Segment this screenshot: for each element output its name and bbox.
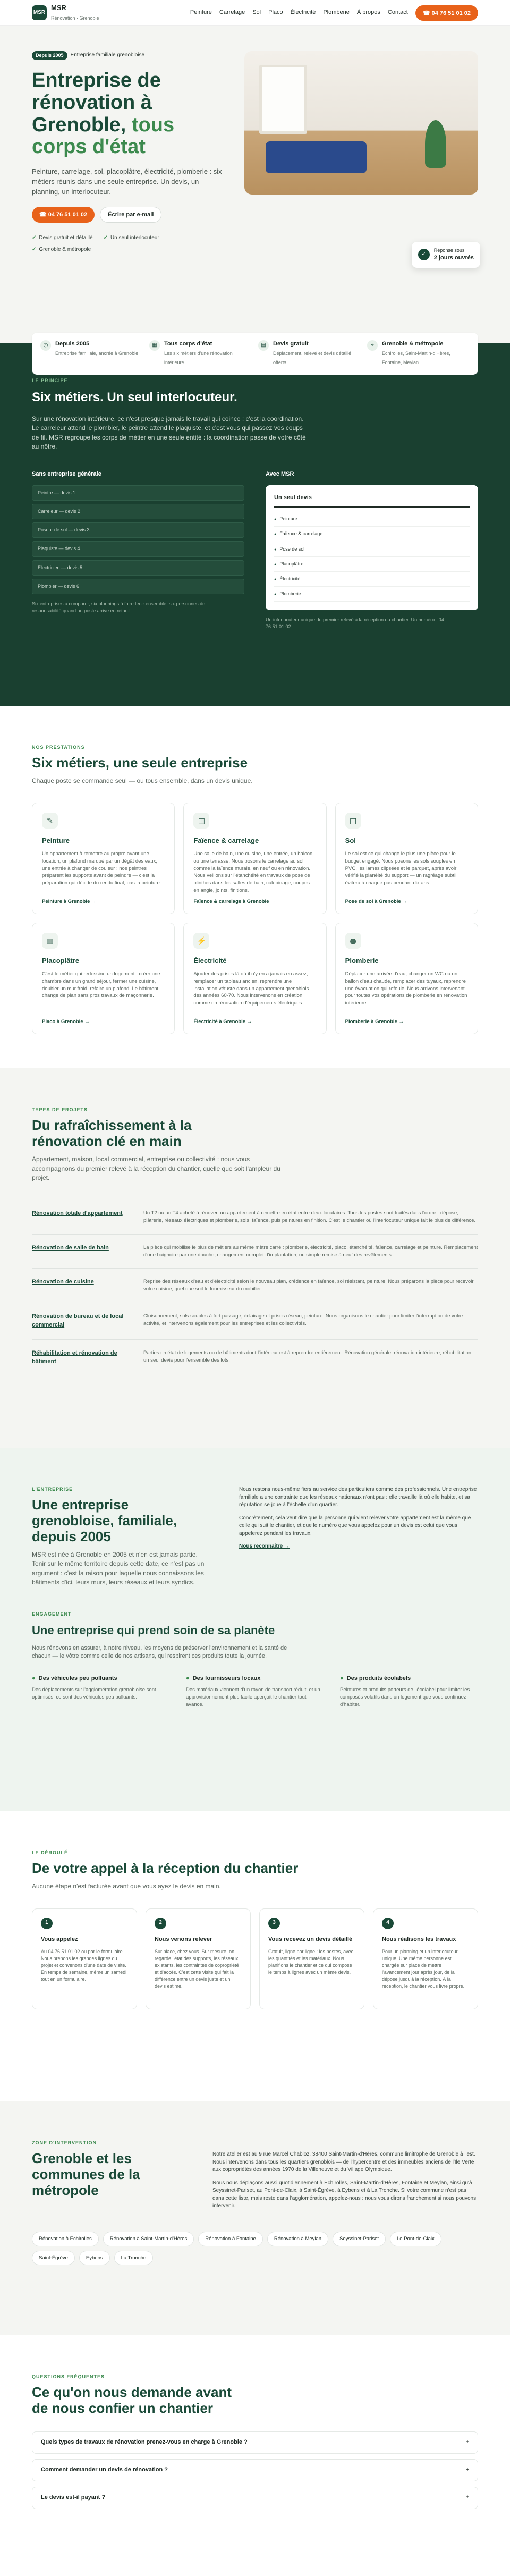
services-section: NOS PRESTATIONS Six métiers, une seule entreprise Chaque poste se commande seul — ou tous ensemble, dans un devis unique. ✎ Peinture Un appartement à remettre au propre avant une location, un plafond marqué par un dégât des eaux, une entrée à changer de couleur : nos peintres préparent les supports avant de peindre — c'est la préparation qui décide du rendu final, pas la peinture. Peinture à Grenoble → ▦ Faïence & carrelage Une salle de bain, une cuisine, une entrée, un balcon ou une terrasse. Nous posons le carrelage au sol comme la faïence murale, en neuf ou en rénovation. Nous veillons sur l'étanchéité en travaux de pose de plinthes dans les salles de bain, calepinage, coupes en angle, joints, finitions. Faïence & carrelage à Grenoble → ▤ Sol Le sol est ce qui change le plus une pièce pour le budget engagé. Nous posons les sols souples en PVC, les lames clipsées et le parquet, après avoir vérifié la planéité du support — un ragréage subtil évitera à chaque pas pendant dix ans. Pose de sol à Grenoble → ▥ Placoplâtre C'est le métier qui redessine un logement : créer une chambre dans un grand séjour, fermer une cuisine, doubler un mur froid, refaire un plafond. Le bâtiment change de plan sans gros travaux de maçonnerie. Placo à Grenoble → ⚡ Électricité Ajouter des prises là où il n'y en a jamais eu assez, remplacer un tableau ancien, reprendre une installation vétuste dans un appartement grenoblois des années 60-70. Nous intervenons en création comme en rénovation d'équipements électriques. Électricité à Grenoble → ◍ Plomberie Déplacer une arrivée d'eau, changer un WC ou un ballon d'eau chaude, remplacer des tuyaux, reprendre une évacuation qui refoule. Nous arrivons intervenant pour toutes vos opérations de plomberie en rénovation intérieure. Plomberie à Grenoble →	[0, 706, 510, 1068]
section-title: De votre appel à la réception du chantier	[32, 1860, 299, 1877]
hero-photo	[244, 51, 478, 195]
city-chip[interactable]: Seyssinet-Pariset	[333, 2232, 386, 2246]
header-phone-button[interactable]: ☎ 04 76 51 01 02	[415, 5, 478, 21]
hero-badge-text: Entreprise familiale grenobloise	[70, 52, 145, 58]
document-icon: ▤	[258, 340, 269, 351]
project-row: Rénovation de salle de bain La pièce qui mobilise le plus de métiers au même mètre carré : plomberie, électricité, placo, étanchéité, faïence, carrelage et peinture. Remplacement d'une baignoire par une douche, changement complet d'implantation, ou simple remise à neuf des revêtements.	[32, 1234, 478, 1269]
brush-icon: ✎	[42, 813, 58, 829]
nav-placo[interactable]: Placo	[268, 9, 283, 16]
step-card: 3 Vous recevez un devis détaillé Gratuit, ligne par ligne : les postes, avec les quantités et les matériaux. Nous planifions le chantier et ce qui compose le temps à lignes avec un même devis.	[259, 1908, 364, 2009]
step-card: 1 Vous appelez Au 04 76 51 01 02 ou par le formulaire. Nous prenons les grandes lignes du projet et convenons d'une date de visite. En temps de semaine, même un samedi tout en un formulaire.	[32, 1908, 137, 2009]
quote-bar: Électricien — devis 5	[32, 560, 244, 576]
plus-icon: +	[465, 2439, 469, 2446]
stat-item: ◷ Depuis 2005 Entreprise familiale, ancrée à Grenoble	[40, 340, 143, 367]
quote-bar: Plaquiste — devis 4	[32, 541, 244, 556]
hero-phone-button[interactable]: ☎ 04 76 51 01 02	[32, 207, 95, 223]
project-row: Rénovation de cuisine Reprise des réseaux d'eau et d'électricité selon le nouveau plan, crédence en faïence, sol résistant, peinture. Nous préparons la pièce pour recevoir votre cuisine, quel que soit le fournisseur du mobilier.	[32, 1268, 478, 1303]
service-card-electricite: ⚡ Électricité Ajouter des prises là où il n'y en a jamais eu assez, remplacer un tableau ancien, reprendre une installation vétuste dans un appartement grenoblois des années 60-70. Nous intervenons en création comme en rénovation d'équipements électriques. Électricité à Grenoble →	[183, 923, 326, 1034]
city-chip[interactable]: Rénovation à Fontaine	[198, 2232, 263, 2246]
city-chip[interactable]: Rénovation à Saint-Martin-d'Hères	[103, 2232, 194, 2246]
eco-item: ● Des produits écolabels Peintures et produits porteurs de l'écolabel pour limiter les composés volatils dans un logement que vous continuez d'habiter.	[340, 1675, 478, 1708]
quote-bar: Plombier — devis 6	[32, 579, 244, 594]
step-card: 4 Nous réalisons les travaux Pour un planning et un interlocuteur unique. Une même personne est chargée sur place de mettre l'avancement jour après jour, de la dépose jusqu'à la réception. À la réception, le chantier vous livre propre.	[373, 1908, 478, 2009]
site-header	[0, 0, 510, 26]
faq-section: QUESTIONS FRÉQUENTES Ce qu'on nous demande avant de nous confier un chantier Quels types de travaux de rénovation prenez-vous en charge à Grenoble ? + Comment demander un devis de rénovation ? + Le devis est-il payant ? +	[0, 2335, 510, 2576]
quote-bar: Peintre — devis 1	[32, 485, 244, 501]
city-chip[interactable]: Rénovation à Échirolles	[32, 2232, 99, 2246]
nav-carrelage[interactable]: Carrelage	[219, 9, 245, 16]
section-title: Une entreprise grenobloise, familiale, depuis 2005	[32, 1497, 177, 1545]
stat-item: ⌖ Grenoble & métropole Échirolles, Saint-Martin-d'Hères, Fontaine, Meylan	[367, 340, 470, 367]
hero-title: Entreprise de rénovation à Grenoble, tous corps d'état	[32, 69, 175, 158]
service-link[interactable]: Peinture à Grenoble →	[42, 898, 97, 905]
nav-peinture[interactable]: Peinture	[190, 9, 212, 16]
section-title: Ce qu'on nous demande avant de nous confier un chantier	[32, 2384, 232, 2417]
single-quote-card: Un seul devis ● Peinture ● Faïence & carrelage ● Pose de sol ● Placoplâtre ● Électricité ● Plomberie	[266, 485, 478, 610]
section-intro: Sur une rénovation intérieure, ce n'est presque jamais le travail qui coince : c'est la coordination. Le carreleur attend le plombier, le peintre attend le plaquiste, et c'est vous qui passez vos coups de fil. MSR regroupe les corps de métier en une seule entité : la coordination passe de votre côté au nôtre.	[32, 415, 306, 451]
section-title: Six métiers, une seule entreprise	[32, 755, 248, 771]
floor-icon: ▤	[345, 813, 361, 829]
city-chip[interactable]: Saint-Égrève	[32, 2251, 75, 2266]
service-link[interactable]: Pose de sol à Grenoble →	[345, 898, 407, 905]
eco-title: Une entreprise qui prend soin de sa planète	[32, 1623, 275, 1637]
service-link[interactable]: Faïence & carrelage à Grenoble →	[193, 898, 276, 905]
faq-item[interactable]: Comment demander un devis de rénovation ? +	[32, 2459, 478, 2481]
city-chips	[32, 2232, 478, 2266]
clock-icon: ✓	[418, 249, 430, 260]
service-link[interactable]: Électricité à Grenoble →	[193, 1018, 252, 1025]
step-card: 2 Nous venons relever Sur place, chez vous. Sur mesure, on regarde l'état des supports, les réseaux existants, les contraintes de copropriété et d'accès. C'est cette visite qui fait la différence entre un devis juste et un devis estimé.	[146, 1908, 251, 2009]
service-card-sol: ▤ Sol Le sol est ce qui change le plus une pièce pour le budget engagé. Nous posons les sols souples en PVC, les lames clipsées et le parquet, après avoir vérifié la planéité du support — un ragréage subtil évitera à chaque pas pendant dix ans. Pose de sol à Grenoble →	[335, 803, 478, 914]
drop-icon: ◍	[345, 933, 361, 949]
quote-bar: Carreleur — devis 2	[32, 504, 244, 519]
window-shape	[259, 65, 307, 134]
eco-item: ● Des fournisseurs locaux Des matériaux viennent d'un rayon de transport réduit, et un approvisionnement plus facile aperçoit le chantier tout avance.	[186, 1675, 324, 1708]
without-column: Sans entreprise générale Peintre — devis 1 Carreleur — devis 2 Poseur de sol — devis 3 Plaquiste — devis 4 Électricien — devis 5 Plombier — devis 6 Six entreprises à comparer, six plannings à faire tenir ensemble, six personnes de responsabilité quand un poste arrive en retard.	[32, 470, 244, 630]
section-title: Du rafraîchissement à la rénovation clé en main	[32, 1117, 192, 1150]
city-chip[interactable]: Le Pont-de-Claix	[390, 2232, 441, 2246]
hero-lead: Peinture, carrelage, sol, placoplâtre, électricité, plomberie : six métiers réunis dans une seule entreprise. Un devis, un planning, un interlocuteur.	[32, 167, 222, 196]
hero-checks	[32, 234, 191, 254]
zone-section: ZONE D'INTERVENTION Grenoble et les communes de la métropole Notre atelier est au 9 rue Marcel Chabloz, 38400 Saint-Martin-d'Hères, commune limitrophe de Grenoble à l'est. Nous intervenons dans tous les quartiers grenoblois — de l'hypercentre et des immeubles anciens de l'Île Verte aux copropriétés des années 1970 de la Villeneuve et du Village Olympique. Nous nous déplaçons aussi quotidiennement à Échirolles, Saint-Martin-d'Hères, Fontaine et Meylan, ainsi qu'à Seyssinet-Pariset, au Pont-de-Claix, à Saint-Égrève, à Eybens et à La Tronche. Si votre commune n'est pas dans cette liste, mais reste dans l'agglomération, appelez-nous : nous vous dirons franchement si nous pouvons intervenir. Rénovation à Échirolles Rénovation à Saint-Martin-d'Hères Rénovation à Fontaine Rénovation à Meylan Seyssinet-Pariset Le Pont-de-Claix Saint-Égrève Eybens La Tronche	[0, 2101, 510, 2335]
phone-icon: ☎	[422, 10, 432, 16]
plus-icon: +	[465, 2494, 469, 2501]
wall-icon: ▥	[42, 933, 58, 949]
company-link[interactable]: Nous reconnaître →	[239, 1543, 290, 1550]
service-link[interactable]: Placo à Grenoble →	[42, 1018, 90, 1025]
service-card-carrelage: ▦ Faïence & carrelage Une salle de bain, une cuisine, une entrée, un balcon ou une terrasse. Nous posons le carrelage au sol comme la faïence murale, en neuf ou en rénovation. Nous veillons sur l'étanchéité en travaux de pose de plinthes dans les salles de bain, calepinage, coupes en angle, joints, finitions. Faïence & carrelage à Grenoble →	[183, 803, 326, 914]
section-title: Six métiers. Un seul interlocuteur.	[32, 390, 237, 405]
project-row: Réhabilitation et rénovation de bâtiment Parties en état de logements ou de bâtiments dont l'intérieur est à reprendre entièrement. Rénovation générale, rénovation intérieure, réhabilitation : un seul devis pour l'ensemble des lots.	[32, 1339, 478, 1376]
section-title: Grenoble et les communes de la métropole	[32, 2150, 140, 2199]
stats-bar	[32, 333, 478, 375]
section-eyebrow: LE PRINCIPE	[32, 378, 68, 383]
calendar-icon: ◷	[40, 340, 51, 351]
steps-section: LE DÉROULÉ De votre appel à la réception du chantier Aucune étape n'est facturée avant que vous ayez le devis en main. 1 Vous appelez Au 04 76 51 01 02 ou par le formulaire. Nous prenons les grandes lignes du projet et convenons d'une date de visite. En temps de semaine, même un samedi tout en un formulaire. 2 Nous venons relever Sur place, chez vous. Sur mesure, on regarde l'état des supports, les réseaux existants, les contraintes de copropriété et d'accès. C'est cette visite qui fait la différence entre un devis juste et un devis estimé. 3 Vous recevez un devis détaillé Gratuit, ligne par ligne : les postes, avec les quantités et les matériaux. Nous planifions le chantier et ce qui compose le temps à lignes avec un même devis. 4 Nous réalisons les travaux Pour un planning et un interlocuteur unique. Une même personne est chargée sur place de mettre l'avancement jour après jour, de la dépose jusqu'à la réception. À la réception, le chantier vous livre propre.	[0, 1811, 510, 2101]
main-nav	[190, 5, 478, 21]
faq-item[interactable]: Quels types de travaux de rénovation prenez-vous en charge à Grenoble ? +	[32, 2431, 478, 2454]
sofa-shape	[266, 141, 367, 173]
stat-item: ▤ Devis gratuit Déplacement, relevé et devis détaillé offerts	[258, 340, 361, 367]
service-card-peinture: ✎ Peinture Un appartement à remettre au propre avant une location, un plafond marqué par un dégât des eaux, une entrée à changer de couleur : nos peintres préparent les supports avant de peindre — c'est la préparation qui décide du rendu final, pas la peinture. Peinture à Grenoble →	[32, 803, 175, 914]
project-row: Rénovation de bureau et de local commercial Cloisonnement, sols souples à fort passage, éclairage et prises réseau, peinture. Nous organisons le chantier pour limiter l'interruption de votre activité, et intervenons également pour les entreprises et les collectivités.	[32, 1303, 478, 1339]
pin-icon: ⌖	[367, 340, 378, 351]
bulb-icon: ⚡	[193, 933, 209, 949]
stat-item: ▦ Tous corps d'état Les six métiers d'une rénovation intérieure	[149, 340, 252, 367]
nav-a-propos[interactable]: À propos	[356, 9, 380, 16]
faq-item[interactable]: Le devis est-il payant ? +	[32, 2487, 478, 2509]
city-chip[interactable]: Eybens	[79, 2251, 110, 2266]
nav-sol[interactable]: Sol	[252, 9, 261, 16]
projects-section: TYPES DE PROJETS Du rafraîchissement à la rénovation clé en main Appartement, maison, local commercial, entreprise ou collectivité : nous vous accompagnons du premier relevé à la réception du chantier, quelle que soit l'ampleur du projet. Rénovation totale d'appartement Un T2 ou un T4 acheté à rénover, un appartement à remettre en état entre deux locataires. Tous les postes sont traités dans l'ordre : dépose, plâtrerie, réseaux électriques et plomberie, sols, faïence, puis peintures en finition. C'est le chantier où l'interlocuteur unique fait le plus de différence. Rénovation de salle de bain La pièce qui mobilise le plus de métiers au même mètre carré : plomberie, électricité, placo, étanchéité, faïence, carrelage et peinture. Remplacement d'une baignoire par une douche, changement complet d'implantation, ou simple remise à neuf des revêtements. Rénovation de cuisine Reprise des réseaux d'eau et d'électricité selon le nouveau plan, crédence en faïence, sol résistant, peinture. Nous préparons la pièce pour recevoir votre cuisine, quel que soit le fournisseur du mobilier. Rénovation de bureau et de local commercial Cloisonnement, sols souples à fort passage, éclairage et prises réseau, peinture. Nous organisons le chantier pour limiter l'interruption de votre activité, et intervenons également pour les entreprises et les collectivités. Réhabilitation et rénovation de bâtiment Parties en état de logements ou de bâtiments dont l'intérieur est à reprendre entièrement. Rénovation générale, rénovation intérieure, réhabilitation : un seul devis pour l'ensemble des lots.	[0, 1068, 510, 1448]
nav-plomberie[interactable]: Plomberie	[323, 9, 350, 16]
nav-contact[interactable]: Contact	[387, 9, 408, 16]
layers-icon: ▦	[149, 340, 160, 351]
check-item: ✓ Grenoble & métropole	[32, 246, 91, 254]
project-row: Rénovation totale d'appartement Un T2 ou un T4 acheté à rénover, un appartement à remettre en état entre deux locataires. Tous les postes sont traités dans l'ordre : dépose, plâtrerie, réseaux électriques et plomberie, sols, faïence, puis peintures en finition. C'est le chantier où l'interlocuteur unique fait le plus de différence.	[32, 1200, 478, 1234]
hero-badge: Depuis 2005	[32, 51, 67, 60]
tiles-icon: ▦	[193, 813, 209, 829]
eco-item: ● Des véhicules peu polluants Des déplacements sur l'agglomération grenobloise sont optimisés, ce sont des véhicules peu polluants.	[32, 1675, 170, 1708]
hero-email-button[interactable]: Écrire par e-mail	[100, 207, 162, 223]
city-chip[interactable]: La Tronche	[114, 2251, 154, 2266]
service-link[interactable]: Plomberie à Grenoble →	[345, 1018, 404, 1025]
logo-name: MSR	[51, 3, 66, 12]
check-item: ✓ Un seul interlocuteur	[104, 234, 159, 242]
city-chip[interactable]: Rénovation à Meylan	[267, 2232, 328, 2246]
hero-title-accent: tous corps d'état	[32, 113, 175, 158]
service-card-placo: ▥ Placoplâtre C'est le métier qui redessine un logement : créer une chambre dans un grand séjour, fermer une cuisine, doubler un mur froid, refaire un plafond. Le bâtiment change de plan sans gros travaux de maçonnerie. Placo à Grenoble →	[32, 923, 175, 1034]
principle-section	[0, 343, 510, 706]
logo-mark: MSR	[32, 5, 47, 20]
plus-icon: +	[465, 2467, 469, 2473]
logo-tagline: Rénovation · Grenoble	[51, 15, 99, 21]
phone-icon: ☎	[39, 212, 48, 218]
logo[interactable]	[32, 3, 99, 22]
company-section: L'ENTREPRISE Une entreprise grenobloise, familiale, depuis 2005 MSR est née à Grenoble en 2005 et n'en est jamais partie. Tenir sur le même territoire depuis cette date, ce n'est pas un argument : c'est la raison pour laquelle nous connaissons les bâtiments d'ici, leurs murs, leurs réseaux et leurs syndics. Nous restons nous-même fiers au service des particuliers comme des professionnels. Une entreprise familiale a une contrainte que les réseaux nationaux n'ont pas : elle travaille là où elle habite, et sa réputation se joue à l'échelle d'un quartier. Concrètement, cela veut dire que la personne qui vient relever votre appartement est la même que celle qui suit le chantier, et que le numéro que vous appelez pour un devis est celui que vous appelerez pendant les travaux. Nous reconnaître → ENGAGEMENT Une entreprise qui prend soin de sa planète Nous rénovons en assurer, à notre niveau, les moyens de préserver l'environnement et la santé de chacun — le vôtre comme celle de nos artisans, qui respirent ces produits toute la journée. ● Des véhicules peu polluants Des déplacements sur l'agglomération grenobloise sont optimisés, ce sont des véhicules peu polluants. ● Des fournisseurs locaux Des matériaux viennent d'un rayon de transport réduit, et un approvisionnement plus facile aperçoit le chantier tout avance. ● Des produits écolabels Peintures et produits porteurs de l'écolabel pour limiter les composés volatils dans un logement que vous continuez d'habiter.	[0, 1448, 510, 1811]
plant-shape	[425, 120, 446, 168]
hero-section	[0, 26, 510, 366]
check-item: ✓ Devis gratuit et détaillé	[32, 234, 93, 242]
nav-electricite[interactable]: Électricité	[290, 9, 316, 16]
quote-bar: Poseur de sol — devis 3	[32, 522, 244, 538]
with-msr-column: Avec MSR Un seul devis ● Peinture ● Faïence & carrelage ● Pose de sol ● Placoplâtre ● Électricité ● Plomberie Un interlocuteur unique du premier relevé à la réception du chantier. Un numéro : 04 76 51 01 02.	[266, 470, 478, 630]
response-time-card: ✓ Réponse sous 2 jours ouvrés	[412, 242, 480, 268]
service-card-plomberie: ◍ Plomberie Déplacer une arrivée d'eau, changer un WC ou un ballon d'eau chaude, remplacer des tuyaux, reprendre une évacuation qui refoule. Nous arrivons intervenant pour toutes vos opérations de plomberie en rénovation intérieure. Plomberie à Grenoble →	[335, 923, 478, 1034]
